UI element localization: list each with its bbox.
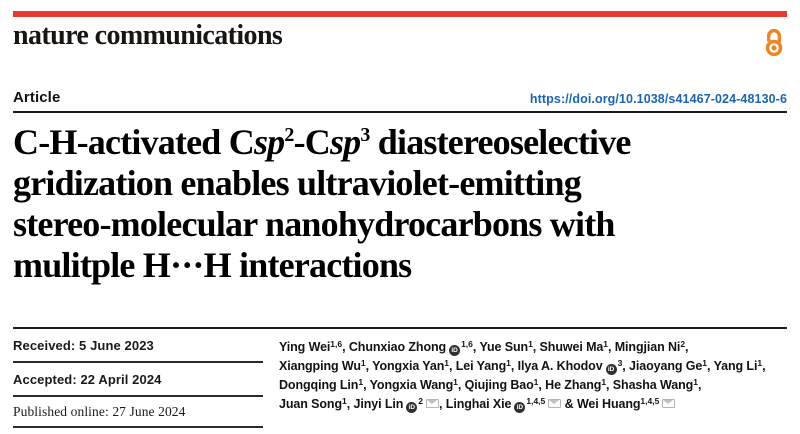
- author-superscript: 1: [693, 377, 698, 387]
- title-superscript: 2: [284, 124, 294, 146]
- author-name: Ying Wei: [279, 340, 331, 354]
- author-name: Wei Huang: [576, 397, 641, 411]
- author-superscript: 1: [757, 358, 763, 368]
- author-superscript: 1,6: [330, 339, 343, 349]
- accepted-value: 22 April 2024: [80, 372, 162, 387]
- article-title: [13, 122, 787, 286]
- author-superscript: 2: [680, 339, 686, 349]
- published-label: Published online:: [13, 404, 109, 419]
- title-superscript: 3: [360, 124, 370, 146]
- author-name: Jiaoyang Ge: [629, 359, 703, 373]
- orcid-icon[interactable]: iD: [514, 402, 525, 413]
- author-name: Yongxia Yan: [372, 359, 445, 373]
- author-name: Jinyi Lin: [353, 397, 404, 411]
- author-name: Qiujing Bao: [464, 378, 534, 392]
- author-superscript: 1,4,5: [640, 396, 660, 406]
- top-red-bar: [13, 11, 787, 17]
- author-superscript: 1: [506, 358, 511, 368]
- mail-icon[interactable]: [662, 399, 675, 408]
- author-name: He Zhang: [545, 378, 602, 392]
- author-superscript: 1: [453, 377, 458, 387]
- title-text: sp: [329, 122, 361, 162]
- author-name: Juan Song: [279, 397, 342, 411]
- accepted-label: Accepted:: [13, 372, 77, 387]
- author-separator: ,: [457, 378, 465, 392]
- article-type-label: Article: [13, 89, 61, 106]
- received-row: [13, 329, 263, 363]
- author-superscript: 1: [702, 358, 708, 368]
- author-name: Linghai Xie: [445, 397, 512, 411]
- title-text: gridization enables ultraviolet-emitting: [13, 163, 581, 203]
- mail-icon[interactable]: [426, 399, 439, 408]
- author-separator: ,: [707, 359, 714, 373]
- article-type-bar: [13, 89, 787, 113]
- author-separator: ,: [365, 359, 373, 373]
- author-separator: ,: [346, 397, 354, 411]
- author-superscript: 3: [617, 358, 623, 368]
- published-value: 27 June 2024: [112, 404, 186, 419]
- authors-column: [263, 329, 787, 428]
- title-text: -C: [293, 122, 330, 162]
- received-label: Received:: [13, 338, 76, 353]
- title-text: stereo-molecular nanohydrocarbons with: [13, 204, 615, 244]
- author-separator: &: [561, 397, 577, 411]
- author-separator: ,: [342, 340, 349, 354]
- orcid-icon[interactable]: iD: [606, 364, 617, 375]
- author-superscript: 1: [603, 339, 608, 349]
- title-text: diastereoselective: [369, 122, 631, 162]
- journal-wordmark: nature communications: [13, 20, 283, 51]
- published-row: [13, 397, 263, 428]
- author-superscript: 1: [342, 396, 347, 406]
- author-superscript: 1,6: [461, 339, 473, 349]
- author-separator: ,: [448, 359, 456, 373]
- open-access-lock-icon: [761, 25, 785, 63]
- mail-icon[interactable]: [548, 399, 561, 408]
- author-name: Yongxia Wang: [369, 378, 454, 392]
- metadata-columns: [13, 327, 787, 428]
- accepted-row: [13, 363, 263, 397]
- author-separator: ,: [510, 359, 518, 373]
- author-superscript: 1: [444, 358, 449, 368]
- author-separator: ,: [363, 378, 370, 392]
- author-separator: ,: [685, 340, 689, 354]
- title-text: sp: [253, 122, 285, 162]
- author-separator: ,: [538, 378, 546, 392]
- orcid-icon[interactable]: iD: [449, 345, 460, 356]
- author-separator: ,: [532, 340, 540, 354]
- author-name: Dongqing Lin: [279, 378, 359, 392]
- author-name: Shasha Wang: [612, 378, 694, 392]
- author-superscript: 1: [358, 377, 364, 387]
- author-name: Ilya A. Khodov: [517, 359, 603, 373]
- author-name: Mingjian Ni: [614, 340, 681, 354]
- article-page: [0, 11, 800, 434]
- author-name: Lei Yang: [455, 359, 507, 373]
- author-separator: ,: [472, 340, 480, 354]
- received-value: 5 June 2023: [79, 338, 154, 353]
- dates-column: [13, 329, 263, 428]
- author-separator: ,: [606, 378, 613, 392]
- title-text: mulitple H···H interactions: [13, 245, 412, 285]
- author-separator: ,: [607, 340, 615, 354]
- author-separator: ,: [697, 378, 702, 392]
- author-separator: ,: [762, 359, 766, 373]
- author-name: Yue Sun: [479, 340, 529, 354]
- author-name: Yang Li: [713, 359, 758, 373]
- author-name: Xiangping Wu: [279, 359, 361, 373]
- author-list: [279, 338, 787, 414]
- orcid-icon[interactable]: iD: [406, 402, 417, 413]
- author-name: Shuwei Ma: [539, 340, 604, 354]
- author-superscript: 1: [360, 358, 366, 368]
- title-text: C-H-activated C: [13, 122, 254, 162]
- author-superscript: 1: [533, 377, 539, 387]
- doi-link[interactable]: https://doi.org/10.1038/s41467-024-48130-6: [529, 92, 787, 106]
- author-name: Chunxiao Zhong: [348, 340, 447, 354]
- journal-header: [13, 19, 787, 61]
- author-separator: ,: [622, 359, 630, 373]
- author-superscript: 1: [528, 339, 533, 349]
- author-superscript: 1: [601, 377, 607, 387]
- author-superscript: 2: [418, 396, 424, 406]
- author-separator: ,: [439, 397, 446, 411]
- author-superscript: 1,4,5: [526, 396, 546, 406]
